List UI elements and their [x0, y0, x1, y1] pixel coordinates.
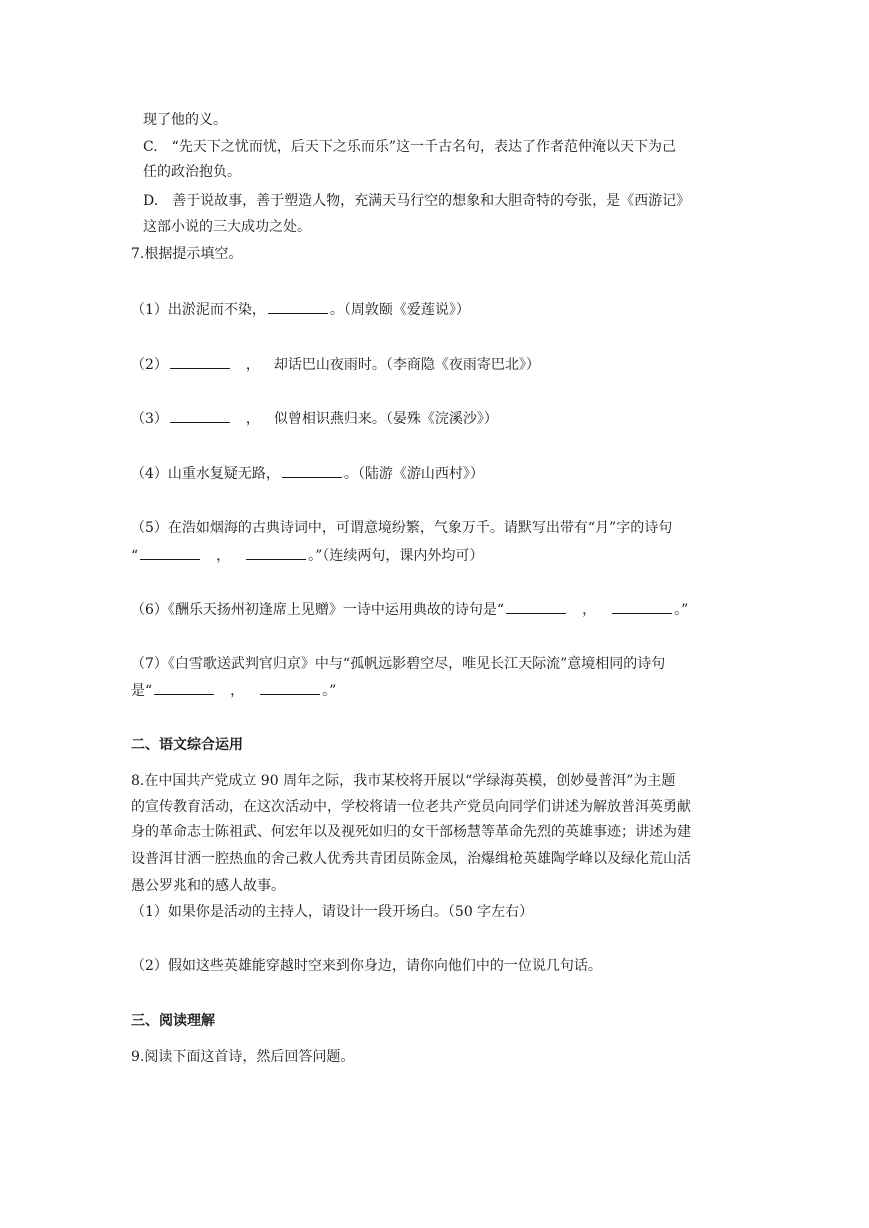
open-quote: “ [131, 548, 139, 564]
close-quote: 。” [674, 602, 689, 618]
q7-item-3 [131, 408, 498, 429]
q8-line-5: 愚公罗兆和的感人故事。 [131, 878, 285, 894]
q6-option-c-line2: 任的政治抱负。 [143, 164, 241, 180]
item-4-prefix: （4）山重水复疑无路， [131, 466, 280, 482]
q7-item-4 [131, 463, 484, 484]
q7-item-6 [131, 599, 688, 620]
section-2-heading: 二、语文综合运用 [131, 737, 243, 753]
q7-item-5-line2 [131, 545, 483, 566]
q7-item-5-line1: （5）在浩如烟海的古典诗词中，可谓意境纷繁，气象万千。请默写出带有“月”字的诗句 [131, 520, 673, 536]
option-d-text: 善于说故事，善于塑造人物，充满天马行空的想象和大胆奇特的夸张，是《西游记》 [172, 193, 691, 209]
item-4-source: 。（陆游《游山西村》） [343, 466, 484, 482]
q9-title: 9.阅读下面这首诗，然后回答问题。 [131, 1049, 355, 1065]
item-2-prefix: （2） [131, 357, 168, 373]
answer-blank[interactable] [140, 545, 200, 560]
item-2-text: 却话巴山夜雨时。（李商隐《夜雨寄巴北》） [273, 357, 540, 373]
q8-sub-question-1: （1）如果你是活动的主持人，请设计一段开场白。（50 字左右） [131, 904, 534, 920]
q8-line-3: 身的革命志士陈祖武、何宏年以及视死如归的女干部杨慧等革命先烈的英雄事迹；讲述为建 [131, 824, 691, 840]
item-3-prefix: （3） [131, 411, 168, 427]
answer-blank[interactable] [612, 599, 672, 614]
answer-blank[interactable] [246, 545, 306, 560]
item-3-comma: ， [245, 411, 260, 427]
answer-blank[interactable] [154, 680, 214, 695]
comma: ， [216, 548, 231, 564]
close-note: 。”（连续两句，课内外均可） [308, 548, 484, 564]
answer-blank[interactable] [260, 680, 320, 695]
q8-sub-question-2: （2）假如这些英雄能穿越时空来到你身边，请你向他们中的一位说几句话。 [131, 958, 602, 974]
item-3-text: 似曾相识燕归来。（晏殊《浣溪沙》） [273, 411, 498, 427]
q7-title: 7.根据提示填空。 [131, 246, 243, 262]
q6-option-d-line1 [143, 191, 690, 211]
item-7-prefix: 是“ [131, 683, 153, 699]
answer-blank[interactable] [506, 599, 566, 614]
comma: ， [230, 683, 245, 699]
item-1-source: 。（周敦颐《爱莲说》） [329, 302, 470, 318]
q7-item-1 [131, 299, 470, 320]
q6-option-d-line2: 这部小说的三大成功之处。 [143, 219, 311, 235]
comma: ， [582, 602, 597, 618]
q6-option-b-continuation: 现了他的义。 [143, 112, 227, 128]
q8-line-4: 设普洱甘洒一腔热血的舍己救人优秀共青团员陈金凤，治爆缉枪英雄陶学峰以及绿化荒山活 [131, 851, 691, 867]
answer-blank[interactable] [170, 354, 230, 369]
option-c-label: C. [143, 139, 158, 155]
item-1-prefix: （1）出淤泥而不染， [131, 302, 266, 318]
item-6-prefix: （6）《酬乐天扬州初逢席上见赠》一诗中运用典故的诗句是“ [131, 602, 505, 618]
close-quote: 。” [322, 683, 337, 699]
q7-item-7-line1: （7）《白雪歌送武判官归京》中与“孤帆远影碧空尽，唯见长江天际流”意境相同的诗句 [131, 656, 666, 672]
answer-blank[interactable] [268, 299, 328, 314]
item-2-comma: ， [245, 357, 260, 373]
section-3-heading: 三、阅读理解 [131, 1013, 215, 1029]
q8-line-2: 的宣传教育活动，在这次活动中，学校将请一位老共产党员向同学们讲述为解放普洱英勇献 [131, 799, 691, 815]
option-d-label: D. [143, 193, 159, 209]
q7-item-7-line2 [131, 680, 336, 701]
q7-item-2 [131, 354, 540, 375]
answer-blank[interactable] [282, 463, 342, 478]
answer-blank[interactable] [170, 408, 230, 423]
q6-option-c-line1 [143, 137, 676, 157]
option-c-text: “先天下之忧而忧，后天下之乐而乐”这一千古名句，表达了作者范仲淹以天下为己 [171, 139, 676, 155]
q8-line-1: 8.在中国共产党成立 90 周年之际，我市某校将开展以“学绿海英模，创妙曼普洱”为主题 [131, 773, 676, 789]
